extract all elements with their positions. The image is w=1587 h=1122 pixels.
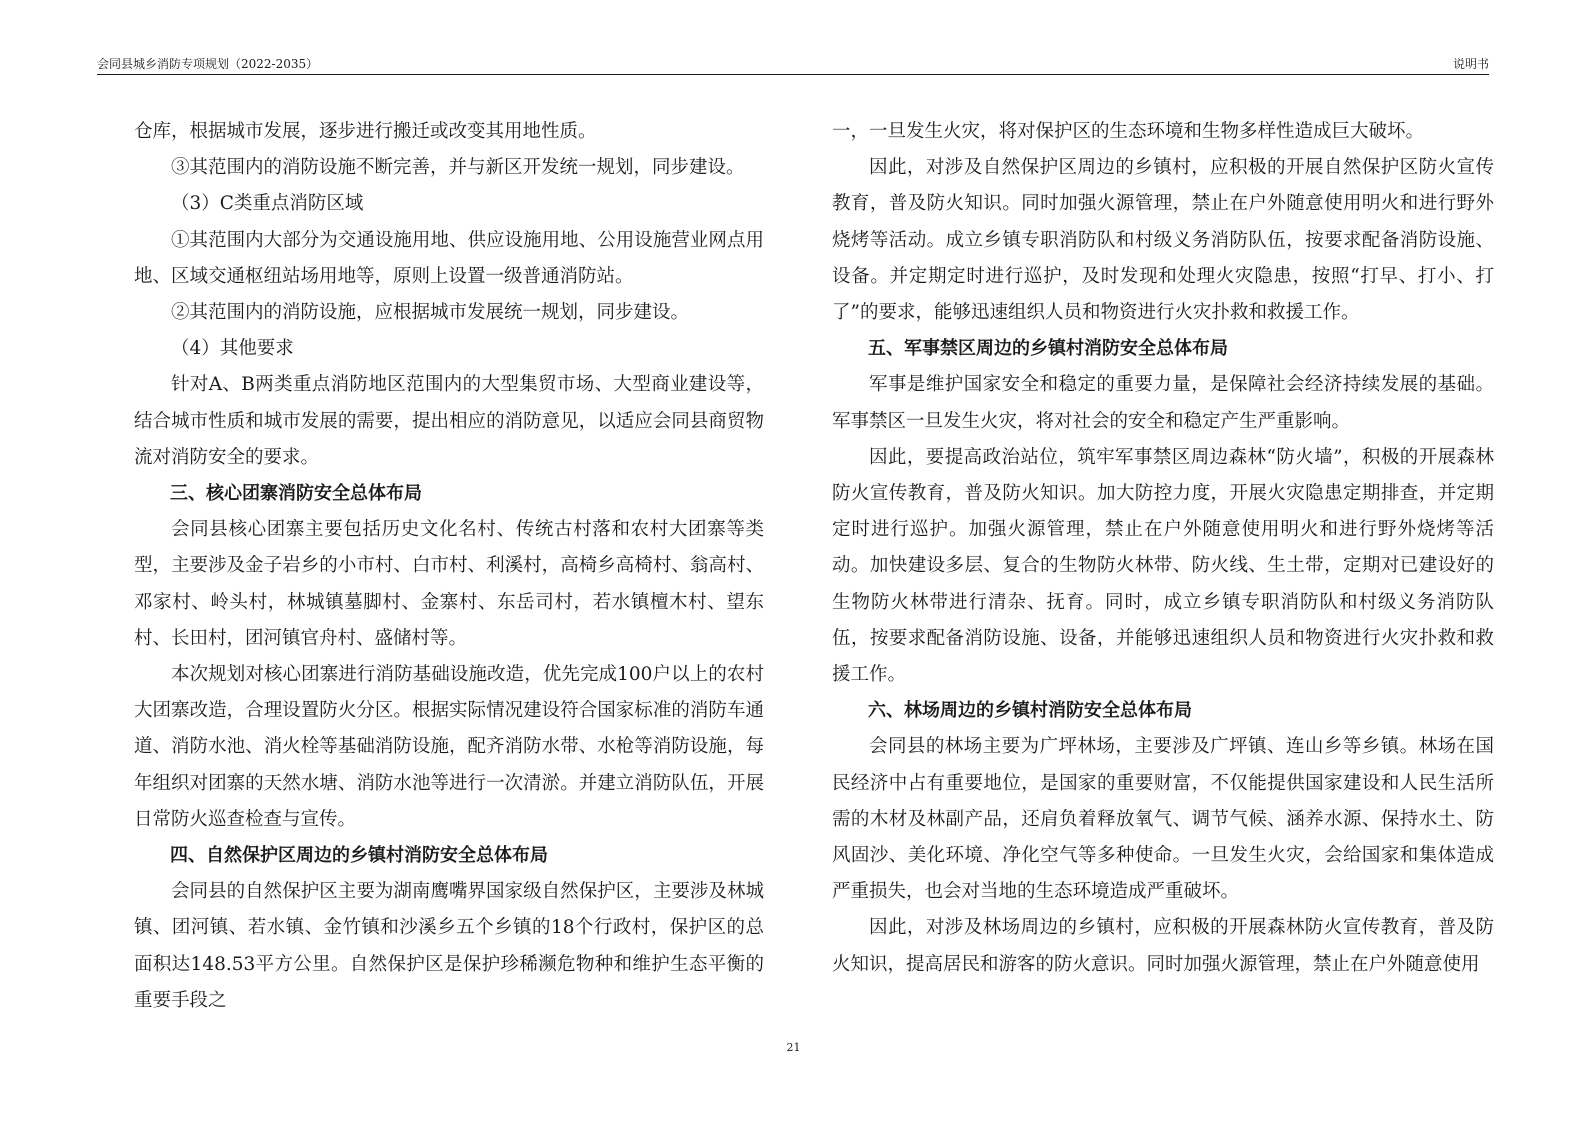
page-number: 21 xyxy=(786,1041,801,1054)
section-heading: 三、核心团寨消防安全总体布局 xyxy=(170,483,422,505)
section-heading: 六、林场周边的乡镇村消防安全总体布局 xyxy=(868,700,1192,722)
paragraph: 会同县的自然保护区主要为湖南鹰嘴界国家级自然保护区，主要涉及林城镇、团河镇、若水镇、金竹镇和沙溪乡五个乡镇的18个行政村，保护区的总面积达148.53平方公里。自然保护区是保护珍稀濒危物种和维护生态平衡的重要手段之 xyxy=(134,881,764,1011)
paragraph: 会同县核心团寨主要包括历史文化名村、传统古村落和农村大团寨等类型，主要涉及金子岩乡的小市村、白市村、利溪村，高椅乡高椅村、翁高村、邓家村、岭头村，林城镇墓脚村、金寨村、东岳司村，若水镇檀木村、望东村、长田村，团河镇官舟村、盛储村等。 xyxy=(134,519,764,649)
paragraph: 会同县的林场主要为广坪林场，主要涉及广坪镇、连山乡等乡镇。林场在国民经济中占有重要地位，是国家的重要财富，不仅能提供国家建设和人民生活所需的木材及林副产品，还肩负着释放氧气、调节气候、涵养水源、保持水土、防风固沙、美化环境、净化空气等多种使命。一旦发生火灾，会给国家和集体造成严重损失，也会对当地的生态环境造成严重破坏。 xyxy=(832,736,1494,903)
paragraph: 针对A、B两类重点消防地区范围内的大型集贸市场、大型商业建设等，结合城市性质和城市发展的需要，提出相应的消防意见，以适应会同县商贸物流对消防安全的要求。 xyxy=(134,374,764,468)
right-column xyxy=(832,114,1494,983)
document-section: 说明书 xyxy=(1452,57,1489,71)
paragraph-continuation: 仓库，根据城市发展，逐步进行搬迁或改变其用地性质。 xyxy=(134,121,597,142)
paragraph: 因此，对涉及自然保护区周边的乡镇村，应积极的开展自然保护区防火宣传教育，普及防火知识。同时加强火源管理，禁止在户外随意使用明火和进行野外烧烤等活动。成立乡镇专职消防队和村级义务消防队伍，按要求配备消防设施、设备。并定期定时进行巡护，及时发现和处理火灾隐患，按照“打早、打小、打了”的要求，能够迅速组织人员和物资进行火灾扑救和救援工作。 xyxy=(832,157,1494,324)
page-header xyxy=(97,55,1489,73)
header-divider xyxy=(97,74,1489,75)
left-column xyxy=(134,114,764,1019)
paragraph: ③其范围内的消防设施不断完善，并与新区开发统一规划，同步建设。 xyxy=(171,157,745,179)
paragraph: ②其范围内的消防设施，应根据城市发展统一规划，同步建设。 xyxy=(171,302,690,324)
section-heading: 四、自然保护区周边的乡镇村消防安全总体布局 xyxy=(170,845,548,867)
paragraph: 本次规划对核心团寨进行消防基础设施改造，优先完成100户以上的农村大团寨改造，合理设置防火分区。根据实际情况建设符合国家标准的消防车通道、消防水池、消火栓等基础消防设施，配齐消防水带、水枪等消防设施，每年组织对团寨的天然水塘、消防水池等进行一次清淤。并建立消防队伍，开展日常防火巡查检查与宣传。 xyxy=(134,664,764,830)
paragraph: 因此，对涉及林场周边的乡镇村，应积极的开展森林防火宣传教育，普及防火知识，提高居民和游客的防火意识。同时加强火源管理，禁止在户外随意使用 xyxy=(832,917,1494,975)
paragraph: 军事是维护国家安全和稳定的重要力量，是保障社会经济持续发展的基础。军事禁区一旦发生火灾，将对社会的安全和稳定产生严重影响。 xyxy=(832,374,1494,432)
document-title: 会同县城乡消防专项规划（2022-2035） xyxy=(97,57,319,71)
subsection-title: （3）C类重点消防区域 xyxy=(171,193,364,215)
paragraph-continuation: 一，一旦发生火灾，将对保护区的生态环境和生物多样性造成巨大破坏。 xyxy=(832,121,1425,142)
subsection-title: （4）其他要求 xyxy=(171,338,294,360)
paragraph: ①其范围内大部分为交通设施用地、供应设施用地、公用设施营业网点用地、区域交通枢纽站场用地等，原则上设置一级普通消防站。 xyxy=(134,229,764,287)
section-heading: 五、军事禁区周边的乡镇村消防安全总体布局 xyxy=(868,338,1228,360)
paragraph: 因此，要提高政治站位，筑牢军事禁区周边森林“防火墙”，积极的开展森林防火宣传教育，普及防火知识。加大防控力度，开展火灾隐患定期排查，并定期定时进行巡护。加强火源管理，禁止在户外随意使用明火和进行野外烧烤等活动。加快建设多层、复合的生物防火林带、防火线、生土带，定期对已建设好的生物防火林带进行清杂、抚育。同时，成立乡镇专职消防队和村级义务消防队伍，按要求配备消防设施、设备，并能够迅速组织人员和物资进行火灾扑救和救援工作。 xyxy=(832,446,1494,686)
